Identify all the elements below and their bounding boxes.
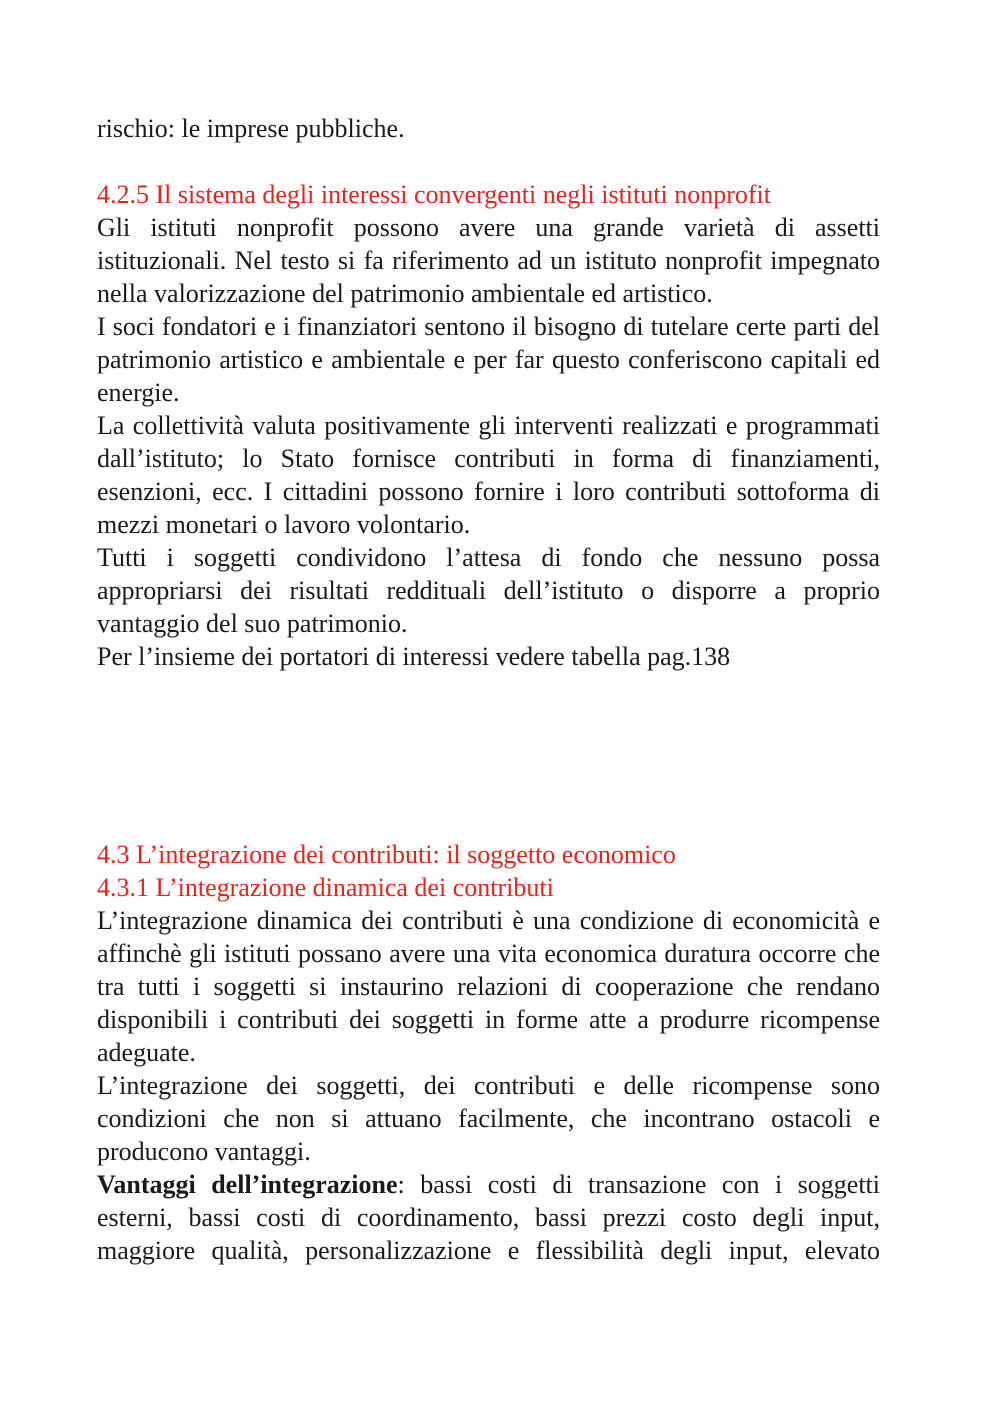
spacer <box>97 673 880 838</box>
paragraph: La collettività valuta positivamente gli interventi realizzati e programmati dall’istituto; lo Stato fornisce contributi in forma di finanziamenti, esenzioni, ecc. I cittadini possono fornire i loro contributi sottoforma di mezzi monetari o lavoro volontario. <box>97 411 880 539</box>
paragraph: Gli istituti nonprofit possono avere una grande varietà di assetti istituzionali. Nel testo si fa riferimento ad un istituto nonprofit impegnato nella valorizzazione del patrimonio ambientale ed artistico. <box>97 213 880 308</box>
advantages-label: Vantaggi dell’integrazione <box>97 1170 398 1199</box>
advantages-text: : bassi costi di transazione con i soggetti esterni, bassi costi di coordinamento, bassi prezzi costo degli input, maggiore qualità, personalizzazione e flessibilità degli input, elevato <box>97 1170 880 1265</box>
paragraph: Per l’insieme dei portatori di interessi vedere tabella pag.138 <box>97 642 731 671</box>
advantages-paragraph <box>97 1168 880 1267</box>
section-heading-4-2-5: 4.2.5 Il sistema degli interessi convergenti negli istituti nonprofit <box>97 180 771 209</box>
paragraph: L’integrazione dinamica dei contributi è una condizione di economicità e affinchè gli istituti possano avere una vita economica duratura occorre che tra tutti i soggetti si instaurino relazioni di cooperazione che rendano disponibili i contributi dei soggetti in forme atte a produrre ricompense adeguate. <box>97 906 880 1067</box>
section-heading-4-3: 4.3 L’integrazione dei contributi: il soggetto economico <box>97 840 676 869</box>
continued-text-line: rischio: le imprese pubbliche. <box>97 114 405 143</box>
paragraph: Tutti i soggetti condividono l’attesa di fondo che nessuno possa appropriarsi dei risultati reddituali dell’istituto o disporre a proprio vantaggio del suo patrimonio. <box>97 543 880 638</box>
document-page <box>97 112 880 1267</box>
section-heading-4-3-1: 4.3.1 L’integrazione dinamica dei contributi <box>97 873 554 902</box>
paragraph: L’integrazione dei soggetti, dei contributi e delle ricompense sono condizioni che non si attuano facilmente, che incontrano ostacoli e producono vantaggi. <box>97 1071 880 1166</box>
spacer <box>97 145 880 178</box>
paragraph: I soci fondatori e i finanziatori sentono il bisogno di tutelare certe parti del patrimonio artistico e ambientale e per far questo conferiscono capitali ed energie. <box>97 312 880 407</box>
